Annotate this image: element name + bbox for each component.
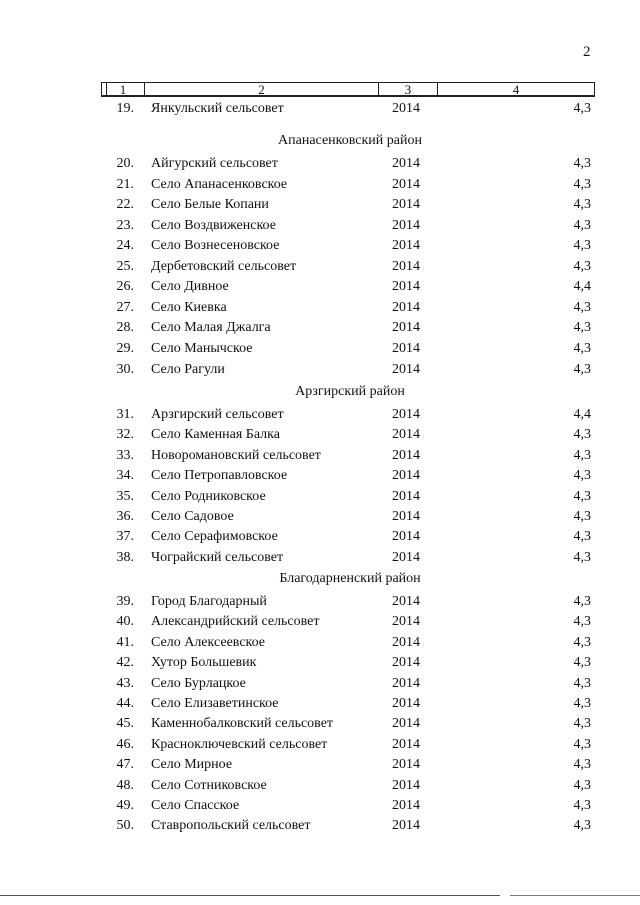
row-name: Село Родниковское — [151, 489, 266, 504]
row-year: 2014 — [392, 197, 420, 212]
row-number: 33. — [116, 448, 134, 463]
row-number: 22. — [116, 197, 134, 212]
row-year: 2014 — [392, 489, 420, 504]
row-year: 2014 — [392, 550, 420, 565]
row-year: 2014 — [392, 676, 420, 691]
row-year: 2014 — [392, 468, 420, 483]
row-value: 4,3 — [573, 778, 591, 793]
table-row — [0, 796, 640, 816]
row-name: Айгурский сельсовет — [151, 156, 278, 171]
table-row — [0, 592, 640, 612]
row-value: 4,3 — [573, 614, 591, 629]
row-number: 46. — [116, 737, 134, 752]
row-value: 4,3 — [573, 818, 591, 833]
row-number: 42. — [116, 655, 134, 670]
row-name: Село Алексеевское — [151, 635, 266, 650]
row-number: 28. — [116, 320, 134, 335]
row-value: 4,3 — [573, 259, 591, 274]
row-number: 39. — [116, 594, 134, 609]
row-number: 23. — [116, 218, 134, 233]
row-value: 4,3 — [573, 218, 591, 233]
section-title: Апанасенковский район — [278, 133, 422, 148]
table-row — [0, 548, 640, 568]
row-name: Село Дивное — [151, 279, 229, 294]
row-year: 2014 — [392, 177, 420, 192]
row-name: Село Мирное — [151, 757, 233, 772]
row-value: 4,3 — [573, 300, 591, 315]
row-name: Село Малая Джалга — [151, 320, 271, 335]
row-value: 4,3 — [573, 655, 591, 670]
table-row — [0, 339, 640, 359]
row-number: 26. — [116, 279, 134, 294]
row-value: 4,3 — [573, 197, 591, 212]
row-year: 2014 — [392, 798, 420, 813]
row-value: 4,3 — [573, 676, 591, 691]
row-number: 35. — [116, 489, 134, 504]
row-year: 2014 — [392, 101, 420, 116]
row-number: 19. — [116, 101, 134, 116]
row-number: 43. — [116, 676, 134, 691]
table-row — [0, 487, 640, 507]
row-year: 2014 — [392, 509, 420, 524]
table-row — [0, 175, 640, 195]
row-name: Село Киевка — [151, 300, 227, 315]
row-number: 38. — [116, 550, 134, 565]
row-name: Новоромановский сельсовет — [151, 448, 321, 463]
row-number: 41. — [116, 635, 134, 650]
row-name: Арзгирский сельсовет — [151, 407, 284, 422]
table-row — [0, 735, 640, 755]
header-col-4: 4 — [512, 82, 520, 97]
row-year: 2014 — [392, 655, 420, 670]
row-name: Янкульский сельсовет — [151, 101, 284, 116]
section-title: Арзгирский район — [295, 384, 405, 399]
footer-rule-right — [510, 895, 640, 896]
row-name: Село Рагули — [151, 362, 225, 377]
row-name: Село Елизаветинское — [151, 696, 279, 711]
table-row — [0, 466, 640, 486]
row-number: 30. — [116, 362, 134, 377]
row-number: 29. — [116, 341, 134, 356]
row-value: 4,3 — [573, 468, 591, 483]
table-row — [0, 714, 640, 734]
row-name: Село Манычское — [151, 341, 253, 356]
table-row — [0, 755, 640, 775]
row-year: 2014 — [392, 757, 420, 772]
row-number: 25. — [116, 259, 134, 274]
row-number: 27. — [116, 300, 134, 315]
row-number: 32. — [116, 427, 134, 442]
row-year: 2014 — [392, 407, 420, 422]
table-row — [0, 99, 640, 119]
row-name: Дербетовский сельсовет — [151, 259, 297, 274]
row-name: Ставропольский сельсовет — [151, 818, 311, 833]
row-value: 4,3 — [573, 238, 591, 253]
row-value: 4,3 — [573, 716, 591, 731]
table-row — [0, 195, 640, 215]
row-value: 4,3 — [573, 635, 591, 650]
row-value: 4,3 — [573, 529, 591, 544]
row-year: 2014 — [392, 259, 420, 274]
row-name: Село Белые Копани — [151, 197, 269, 212]
row-number: 34. — [116, 468, 134, 483]
table-row — [0, 298, 640, 318]
row-name: Село Спасское — [151, 798, 240, 813]
table-row — [0, 612, 640, 632]
table-row — [0, 405, 640, 425]
table-row — [0, 425, 640, 445]
row-number: 21. — [116, 177, 134, 192]
row-value: 4,3 — [573, 696, 591, 711]
row-number: 45. — [116, 716, 134, 731]
table-row — [0, 318, 640, 338]
row-value: 4,3 — [573, 362, 591, 377]
table-row — [0, 674, 640, 694]
table-row — [0, 216, 640, 236]
row-year: 2014 — [392, 778, 420, 793]
row-year: 2014 — [392, 279, 420, 294]
row-number: 40. — [116, 614, 134, 629]
row-name: Село Садовое — [151, 509, 234, 524]
table-row — [0, 446, 640, 466]
row-year: 2014 — [392, 156, 420, 171]
row-value: 4,4 — [573, 407, 591, 422]
table-row — [0, 277, 640, 297]
footer-rule — [0, 895, 500, 896]
row-value: 4,4 — [573, 279, 591, 294]
row-number: 24. — [116, 238, 134, 253]
row-number: 44. — [116, 696, 134, 711]
table-row — [0, 236, 640, 256]
row-year: 2014 — [392, 696, 420, 711]
row-name: Село Бурлацкое — [151, 676, 246, 691]
table-row — [0, 653, 640, 673]
row-number: 48. — [116, 778, 134, 793]
row-name: Село Воздвиженское — [151, 218, 276, 233]
row-year: 2014 — [392, 614, 420, 629]
row-name: Село Апанасенковское — [151, 177, 288, 192]
row-year: 2014 — [392, 529, 420, 544]
row-name: Александрийский сельсовет — [151, 614, 320, 629]
row-year: 2014 — [392, 341, 420, 356]
row-year: 2014 — [392, 448, 420, 463]
row-year: 2014 — [392, 594, 420, 609]
row-year: 2014 — [392, 818, 420, 833]
page-number: 2 — [583, 44, 591, 60]
row-name: Хутор Большевик — [151, 655, 257, 670]
row-value: 4,3 — [573, 737, 591, 752]
row-year: 2014 — [392, 737, 420, 752]
row-name: Село Каменная Балка — [151, 427, 280, 442]
row-number: 47. — [116, 757, 134, 772]
row-value: 4,3 — [573, 757, 591, 772]
table-row — [0, 776, 640, 796]
row-value: 4,3 — [573, 156, 591, 171]
row-number: 50. — [116, 818, 134, 833]
row-name: Чограйский сельсовет — [151, 550, 284, 565]
table-row — [0, 816, 640, 836]
row-number: 20. — [116, 156, 134, 171]
row-value: 4,3 — [573, 341, 591, 356]
row-value: 4,3 — [573, 320, 591, 335]
header-col-2: 2 — [145, 83, 379, 96]
row-year: 2014 — [392, 635, 420, 650]
header-col-3: 3 — [379, 83, 438, 96]
table-header — [101, 82, 595, 97]
table-row — [0, 360, 640, 380]
row-name: Село Вознесеновское — [151, 238, 280, 253]
section-title: Благодарненский район — [279, 571, 421, 586]
row-year: 2014 — [392, 218, 420, 233]
row-name: Каменнобалковский сельсовет — [151, 716, 334, 731]
row-year: 2014 — [392, 300, 420, 315]
row-name: Село Сотниковское — [151, 778, 267, 793]
table-row — [0, 257, 640, 277]
row-value: 4,3 — [573, 509, 591, 524]
table-row — [0, 527, 640, 547]
table-row — [0, 633, 640, 653]
row-value: 4,3 — [573, 448, 591, 463]
row-year: 2014 — [392, 362, 420, 377]
table-row — [0, 694, 640, 714]
row-value: 4,3 — [573, 594, 591, 609]
row-name: Село Петропавловское — [151, 468, 288, 483]
row-value: 4,3 — [573, 489, 591, 504]
row-number: 31. — [116, 407, 134, 422]
row-number: 37. — [116, 529, 134, 544]
row-value: 4,3 — [573, 427, 591, 442]
row-value: 4,3 — [573, 177, 591, 192]
row-year: 2014 — [392, 238, 420, 253]
row-year: 2014 — [392, 320, 420, 335]
row-year: 2014 — [392, 716, 420, 731]
row-value: 4,3 — [573, 798, 591, 813]
row-year: 2014 — [392, 427, 420, 442]
header-col-1: 1 — [102, 83, 145, 96]
row-number: 36. — [116, 509, 134, 524]
row-value: 4,3 — [573, 550, 591, 565]
table-row — [0, 154, 640, 174]
row-value: 4,3 — [573, 101, 591, 116]
row-name: Село Серафимовское — [151, 529, 278, 544]
table-row — [0, 507, 640, 527]
row-name: Город Благодарный — [151, 594, 267, 609]
row-name: Красноключевский сельсовет — [151, 737, 328, 752]
row-number: 49. — [116, 798, 134, 813]
